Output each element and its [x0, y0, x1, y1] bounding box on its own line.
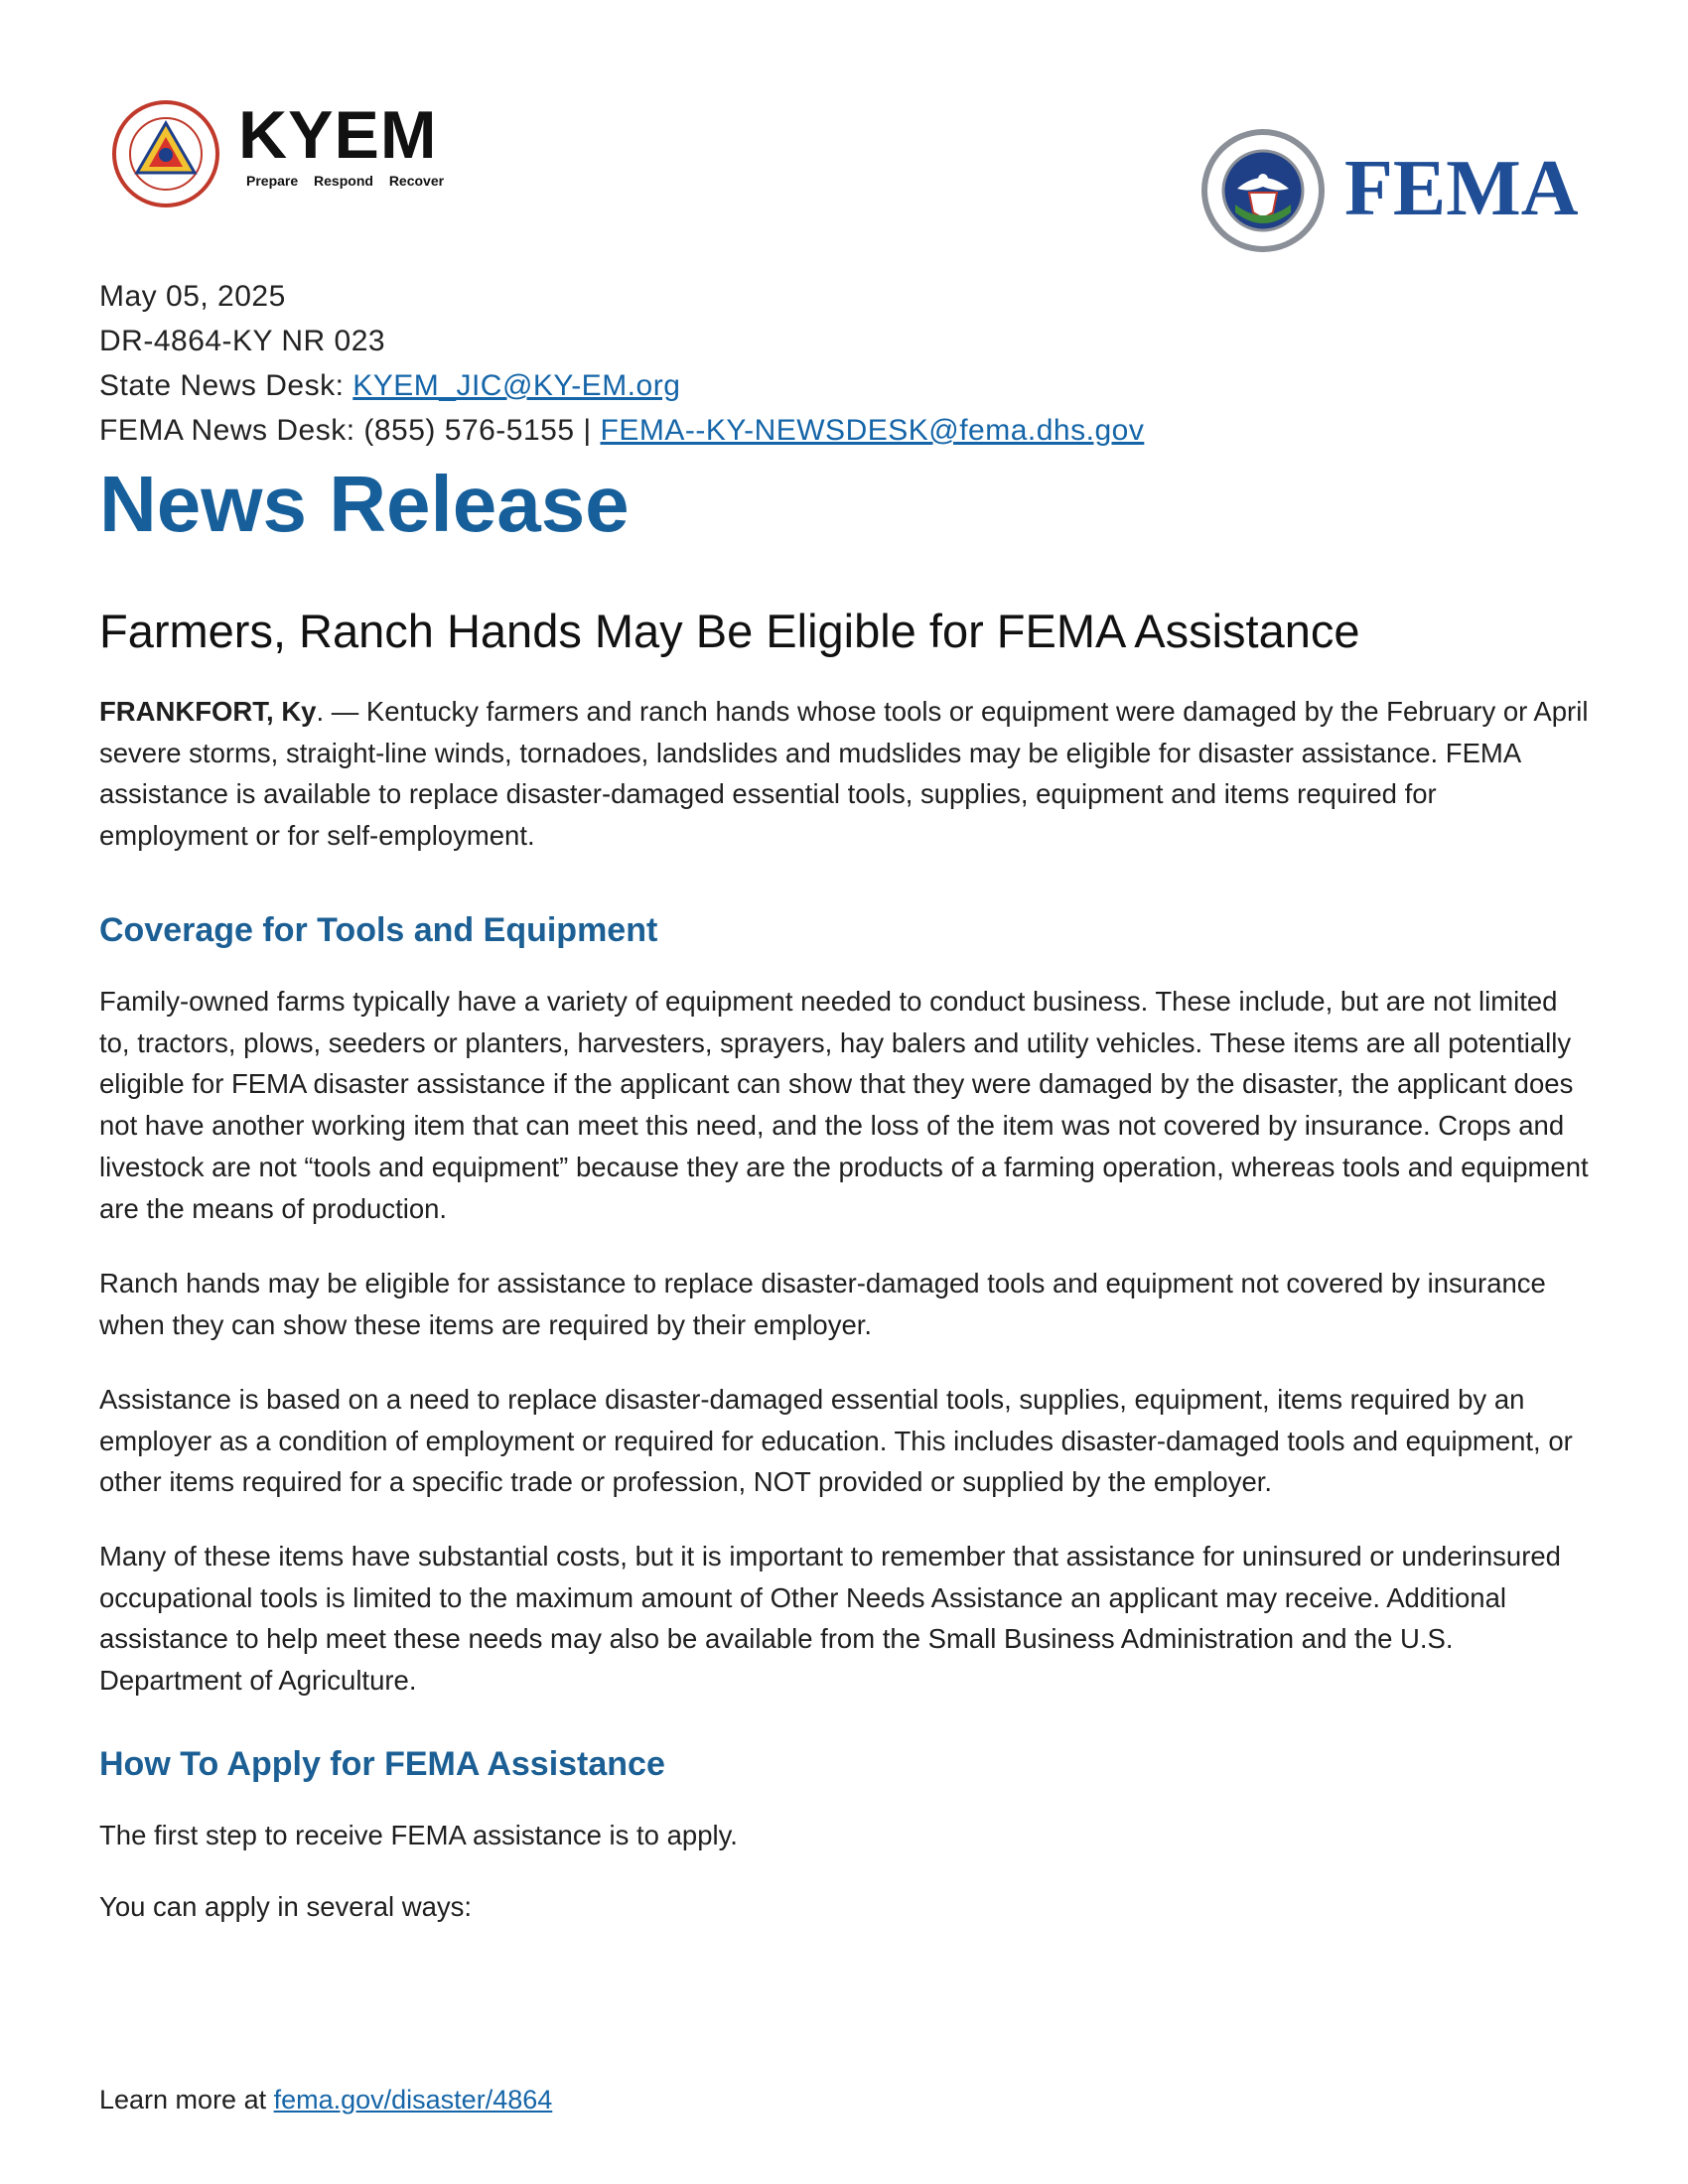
- kyem-tagline: Prepare Respond Recover: [246, 173, 445, 189]
- kyem-seal-icon: [111, 99, 220, 208]
- coverage-paragraph-2: Ranch hands may be eligible for assistance to replace disaster-damaged tools and equipment not covered by insurance when they can show these items are required by their employer.: [99, 1268, 1546, 1340]
- footer-text: Learn more at: [99, 2085, 274, 2115]
- dateline: FRANKFORT, Ky: [99, 696, 317, 727]
- intro-text: . — Kentucky farmers and ranch hands whose tools or equipment were damaged by the February or April severe storms, straight-line winds, tornadoes, landslides and mudslides may be eligible for disaster assistance. FEMA assistance is available to replace disaster-damaged essential tools, supplies, equipment and items required for employment or for self-employment.: [99, 696, 1589, 852]
- apply-paragraph-2: You can apply in several ways:: [99, 1891, 473, 1922]
- fema-desk-email-link[interactable]: FEMA--KY-NEWSDESK@fema.dhs.gov: [600, 414, 1145, 447]
- fema-wordmark: FEMA: [1344, 145, 1579, 232]
- state-news-desk: [99, 371, 680, 401]
- section-heading-coverage: Coverage for Tools and Equipment: [99, 911, 658, 949]
- section-heading-apply: How To Apply for FEMA Assistance: [99, 1745, 665, 1783]
- state-desk-email-link[interactable]: KYEM_JIC@KY-EM.org: [352, 369, 681, 402]
- coverage-paragraph-3: Assistance is based on a need to replace disaster-damaged essential tools, supplies, equipment, items required by an employer as a condition of employment or required for education. This includes disaster-damaged tools and equipment, or other items required for a specific trade or profession, NOT provided or supplied by the employer.: [99, 1384, 1573, 1498]
- coverage-paragraph-1: Family-owned farms typically have a variety of equipment needed to conduct business. These include, but are not limited to, tractors, plows, seeders or planters, harvesters, sprayers, hay balers and utility vehicles. These items are all potentially eligible for FEMA disaster assistance if the applicant can show that they were damaged by the disaster, the applicant does not have another working item that can meet this need, and the loss of the item was not covered by insurance. Crops and livestock are not “tools and equipment” because they are the products of a farming operation, whereas tools and equipment are the means of production.: [99, 986, 1589, 1224]
- fema-desk-label: FEMA News Desk: (855) 576-5155 |: [99, 414, 601, 447]
- headline: Farmers, Ranch Hands May Be Eligible for FEMA Assistance: [99, 605, 1360, 657]
- footer: [99, 2085, 552, 2116]
- page-title: News Release: [99, 460, 630, 548]
- release-number: DR-4864-KY NR 023: [99, 325, 386, 357]
- fema-logo: [1199, 127, 1579, 256]
- coverage-paragraph-4: Many of these items have substantial costs, but it is important to remember that assistance for uninsured or underinsured occupational tools is limited to the maximum amount of Other Needs Assistance an applicant may receive. Additional assistance to help meet these needs may also be available from the Small Business Administration and the U.S. Department of Agriculture.: [99, 1541, 1561, 1697]
- kyem-logo: [111, 99, 479, 208]
- apply-paragraph-1: The first step to receive FEMA assistance is to apply.: [99, 1820, 738, 1850]
- release-date: May 05, 2025: [99, 280, 286, 313]
- intro-paragraph: [99, 691, 1589, 857]
- dhs-seal-icon: [1199, 127, 1327, 254]
- fema-news-desk: [99, 416, 1144, 446]
- state-desk-label: State News Desk:: [99, 369, 353, 402]
- footer-disaster-link[interactable]: fema.gov/disaster/4864: [273, 2085, 553, 2115]
- kyem-wordmark: KYEM: [238, 97, 438, 173]
